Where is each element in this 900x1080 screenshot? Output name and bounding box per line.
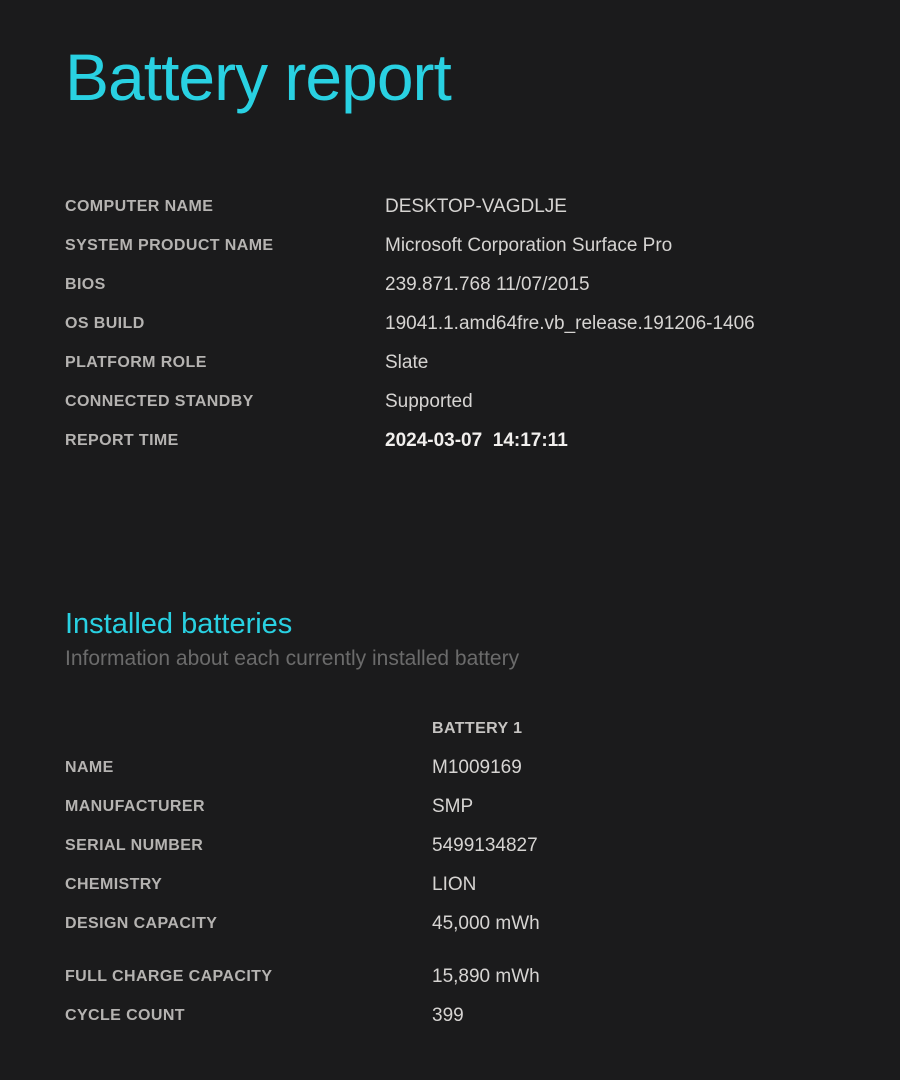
field-value: 15,890 mWh <box>432 965 540 987</box>
system-info-row <box>65 226 900 265</box>
battery-row <box>65 865 900 904</box>
field-value: 5499134827 <box>432 834 538 856</box>
system-info-row <box>65 382 900 421</box>
system-info-row <box>65 421 900 460</box>
battery-row <box>65 996 900 1035</box>
field-label: CONNECTED STANDBY <box>65 392 254 410</box>
field-value: 239.871.768 11/07/2015 <box>385 273 590 295</box>
field-label: BIOS <box>65 275 106 293</box>
system-info-row <box>65 265 900 304</box>
battery-row <box>65 748 900 787</box>
system-info-row <box>65 187 900 226</box>
report-time-value: 2024-03-07 14:17:11 <box>385 429 568 451</box>
field-label: NAME <box>65 758 114 776</box>
installed-batteries-heading: Installed batteries <box>65 608 293 640</box>
field-value: Microsoft Corporation Surface Pro <box>385 234 673 256</box>
field-label: MANUFACTURER <box>65 797 205 815</box>
field-value: 45,000 mWh <box>432 912 540 934</box>
field-value: DESKTOP-VAGDLJE <box>385 195 567 217</box>
system-info-row <box>65 304 900 343</box>
field-value: 399 <box>432 1004 464 1026</box>
field-value: SMP <box>432 795 474 817</box>
field-label: FULL CHARGE CAPACITY <box>65 967 273 985</box>
battery-row <box>65 826 900 865</box>
field-label: SERIAL NUMBER <box>65 836 204 854</box>
field-label: DESIGN CAPACITY <box>65 914 218 932</box>
field-value: LION <box>432 873 477 895</box>
battery-table <box>65 709 900 1035</box>
battery-row <box>65 787 900 826</box>
field-value: Supported <box>385 390 473 412</box>
system-info-row <box>65 343 900 382</box>
page-title: Battery report <box>65 40 451 114</box>
field-label: PLATFORM ROLE <box>65 353 207 371</box>
field-label: OS BUILD <box>65 314 145 332</box>
field-label: REPORT TIME <box>65 431 179 449</box>
field-label: SYSTEM PRODUCT NAME <box>65 236 274 254</box>
battery-column-header: BATTERY 1 <box>432 719 523 737</box>
field-value: 19041.1.amd64fre.vb_release.191206-1406 <box>385 312 755 334</box>
field-label: CHEMISTRY <box>65 875 163 893</box>
field-value: M1009169 <box>432 756 522 778</box>
battery-row <box>65 957 900 996</box>
battery-header-row <box>65 709 900 748</box>
field-label: CYCLE COUNT <box>65 1006 185 1024</box>
battery-row <box>65 904 900 943</box>
system-info-table <box>65 187 900 460</box>
installed-batteries-subtitle: Information about each currently installed battery <box>65 647 520 670</box>
field-value: Slate <box>385 351 429 373</box>
field-label: COMPUTER NAME <box>65 197 214 215</box>
